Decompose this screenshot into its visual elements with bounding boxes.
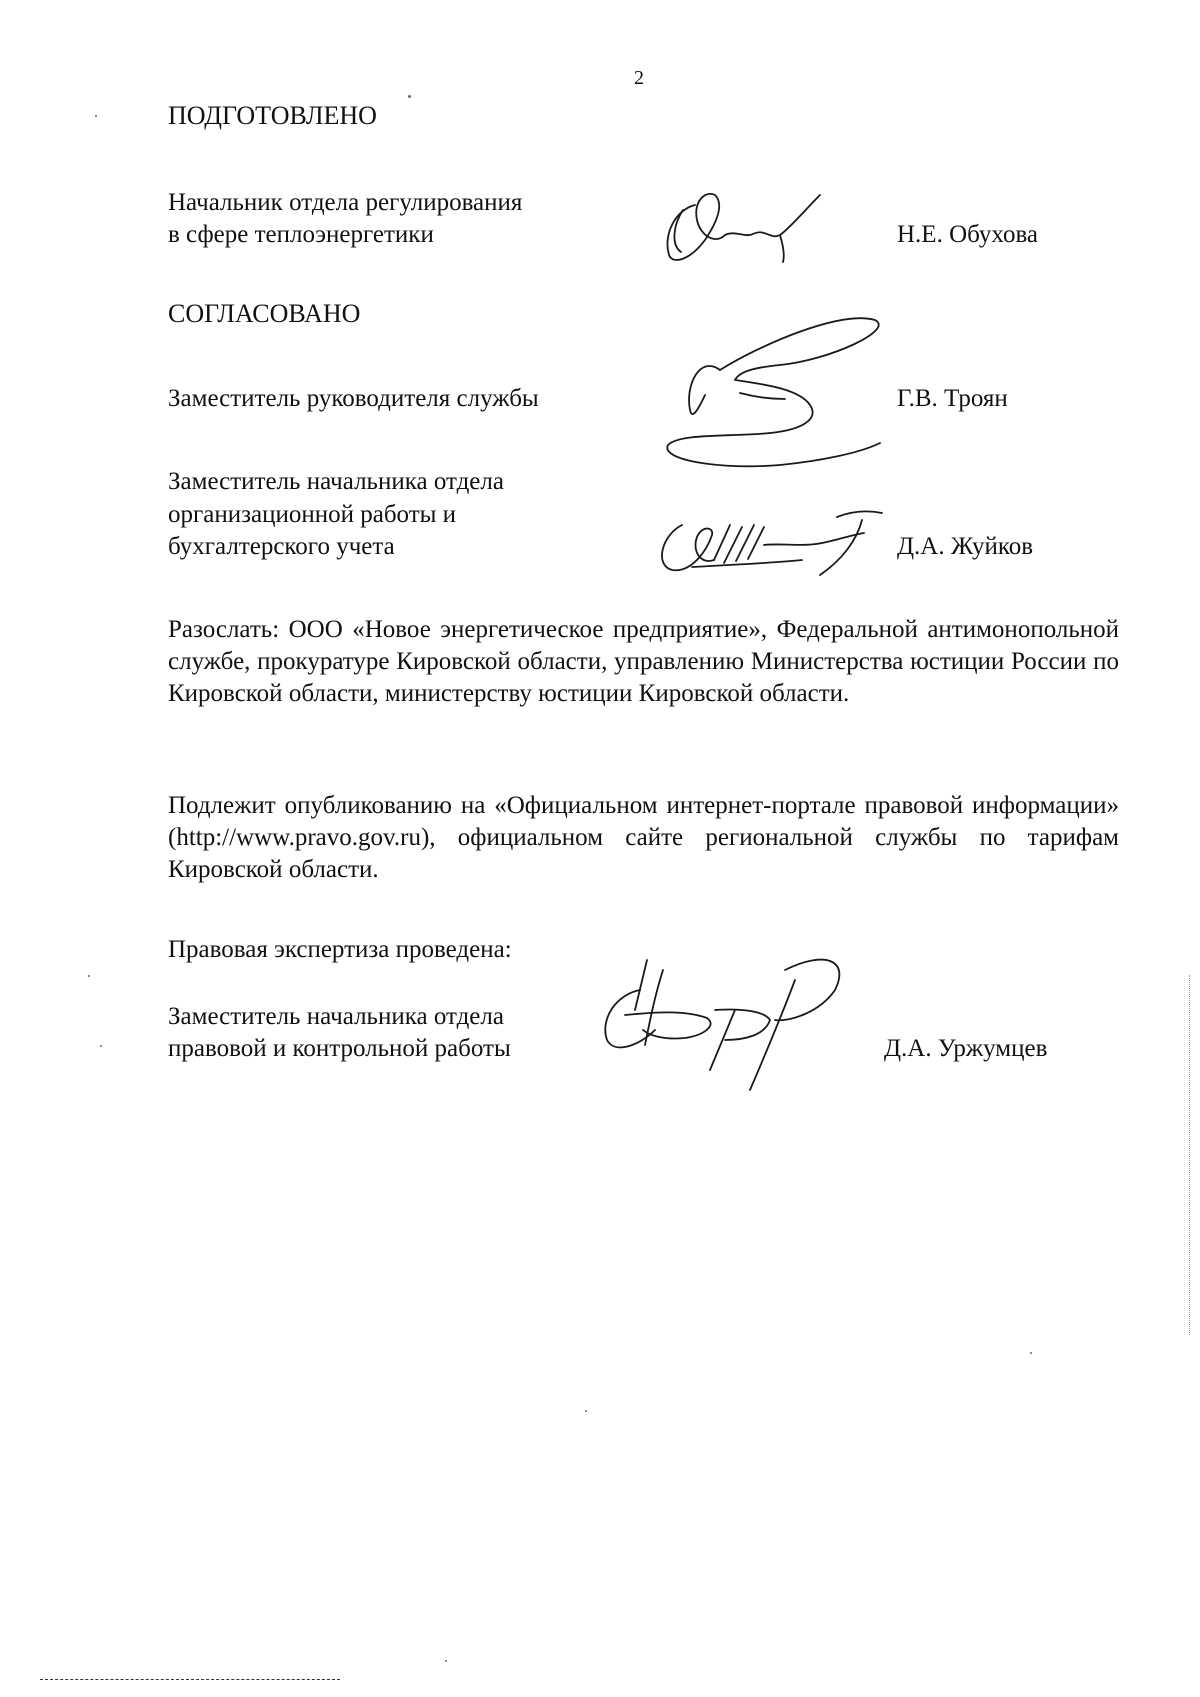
legal-review-heading: Правовая экспертиза проведена: — [168, 936, 512, 963]
page-number: 2 — [634, 67, 644, 89]
signature-urzhumtsev — [595, 950, 855, 1090]
scan-speck — [1030, 1352, 1032, 1354]
prepared-position-line-1: Начальник отдела регулирования — [168, 189, 523, 216]
prepared-signer-name: Н.Е. Обухова — [897, 221, 1039, 248]
scan-speck — [95, 115, 97, 117]
signature-zhuykov — [652, 505, 892, 585]
scan-edge-marks — [1189, 975, 1190, 1335]
footer-rule — [40, 1679, 340, 1680]
scan-speck — [88, 975, 90, 977]
agreed-signer-2-position-line-3: бухгалтерского учета — [168, 533, 395, 560]
scan-speck — [585, 1410, 587, 1412]
agreed-heading: СОГЛАСОВАНО — [168, 299, 361, 328]
signature-troyan — [660, 315, 890, 475]
publication-paragraph: Подлежит опубликованию на «Официальном интернет-портале правовой информации» (http://www.pravo.gov.ru), официальном сайте региональной службы по тарифам Кировской области. — [168, 792, 1119, 883]
legal-review-position-line-1: Заместитель начальника отдела — [168, 1003, 504, 1030]
agreed-signer-2-name: Д.А. Жуйков — [897, 533, 1034, 560]
signature-obukhova — [655, 180, 835, 270]
agreed-signer-1-name: Г.В. Троян — [897, 385, 1008, 412]
agreed-signer-1-position: Заместитель руководителя службы — [168, 385, 539, 412]
agreed-signer-2-position-line-2: организационной работы и — [168, 501, 457, 528]
scan-speck — [445, 1660, 447, 1662]
agreed-signer-2-position-line-1: Заместитель начальника отдела — [168, 468, 504, 495]
legal-review-position-line-2: правовой и контрольной работы — [168, 1035, 511, 1062]
prepared-position-line-2: в сфере теплоэнергетики — [168, 221, 434, 248]
prepared-heading: ПОДГОТОВЛЕНО — [168, 101, 377, 130]
scan-speck — [100, 1045, 102, 1047]
legal-review-signer-name: Д.А. Уржумцев — [884, 1035, 1048, 1062]
distribution-paragraph: Разослать: ООО «Новое энергетическое предприятие», Федеральной антимонопольной службе, прокуратуре Кировской области, управлению Министерства юстиции России по Кировской области, министерству юстиции Кировской области. — [168, 616, 1119, 707]
scan-speck — [408, 95, 411, 98]
